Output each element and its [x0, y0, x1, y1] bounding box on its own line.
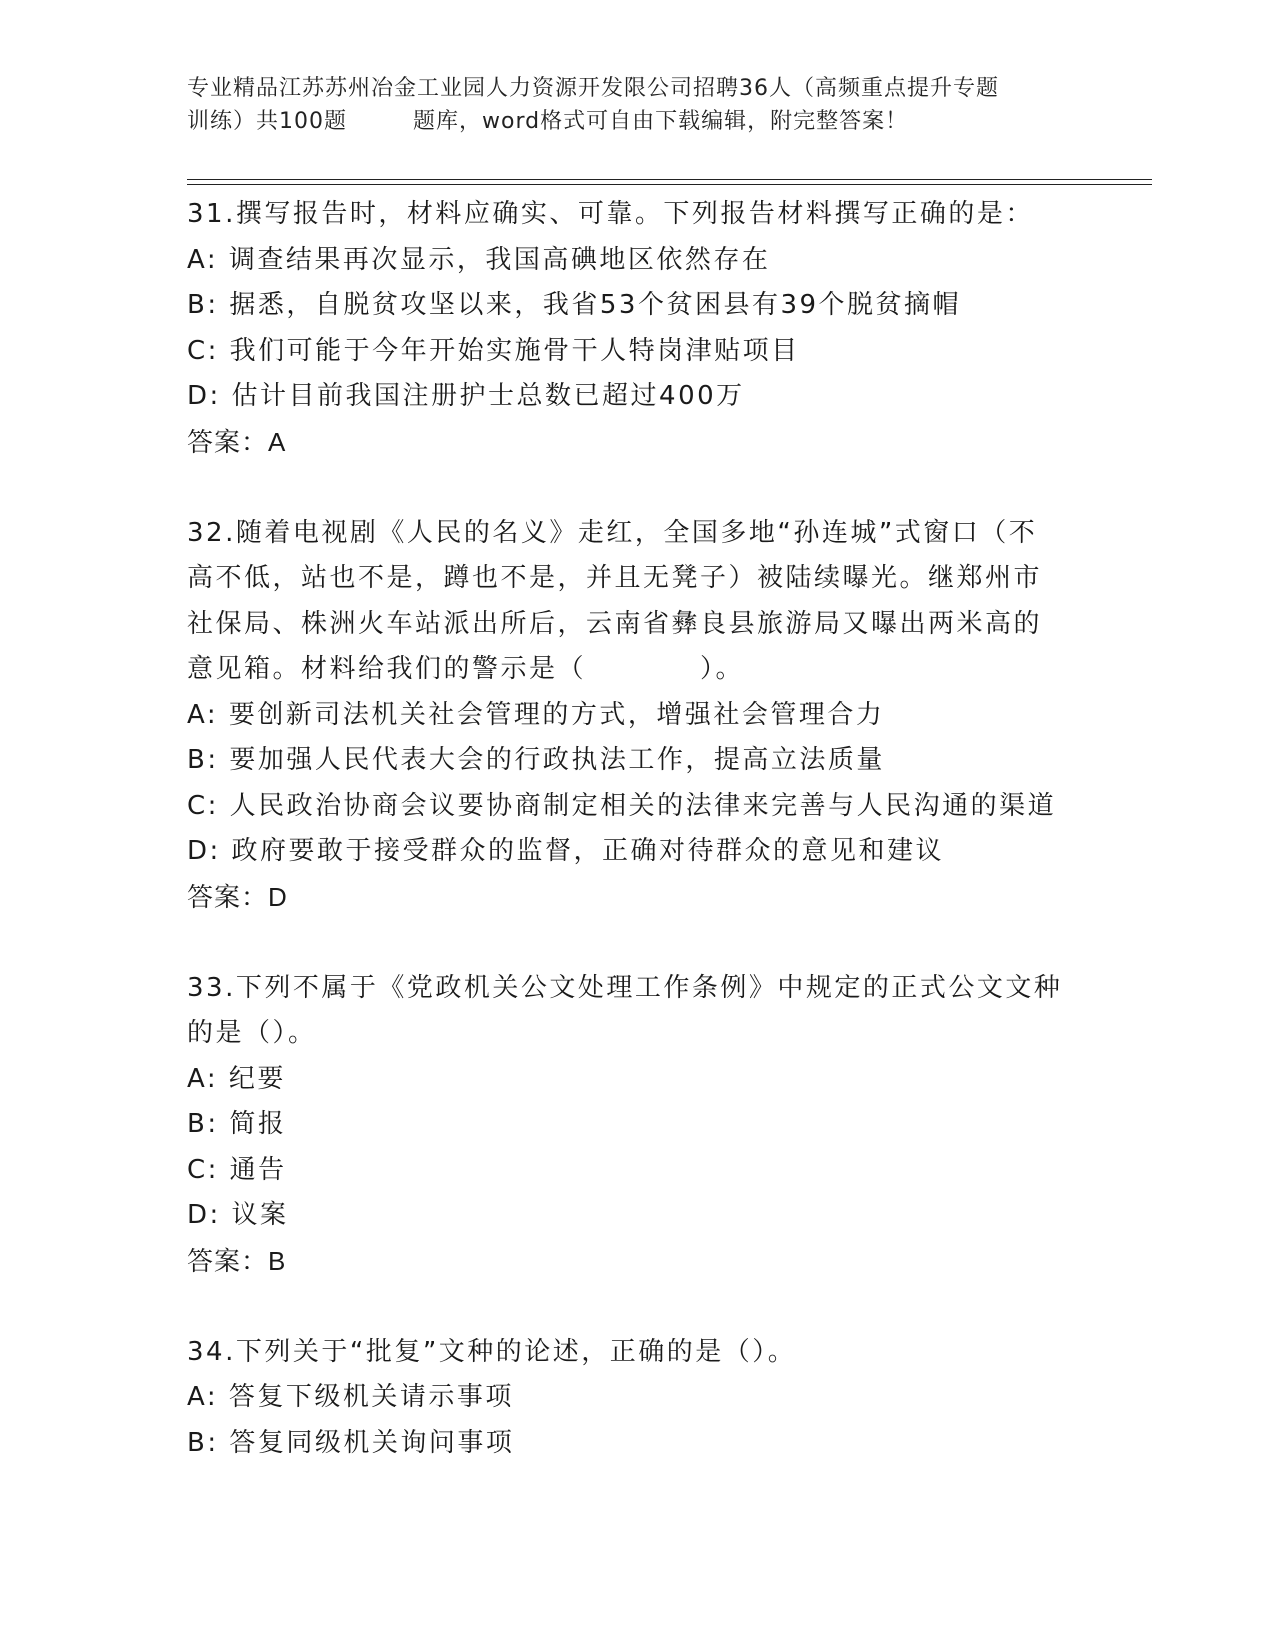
question-stem-line: 意见箱。材料给我们的警示是（ ）。	[187, 654, 745, 684]
question-32	[187, 511, 1087, 921]
header-title-line-2b: 题库，word格式可自由下载编辑，附完整答案！	[413, 109, 909, 134]
option-c: C: 人民政治协商会议要协商制定相关的法律来完善与人民沟通的渠道	[187, 790, 1057, 821]
header-title-line-2	[187, 105, 1067, 138]
option-d: D: 估计目前我国注册护士总数已超过400万	[187, 381, 745, 411]
question-list	[187, 192, 1087, 1466]
header-rule-top	[187, 179, 1152, 180]
option-a: A: 答复下级机关请示事项	[187, 1382, 514, 1412]
option-b: B: 答复同级机关询问事项	[187, 1427, 515, 1458]
question-31	[187, 192, 1087, 465]
option-a: A: 纪要	[187, 1063, 286, 1094]
option-a: A: 要创新司法机关社会管理的方式，增强社会管理合力	[187, 699, 885, 730]
question-stem-line: 社保局、株洲火车站派出所后，云南省彝良县旅游局又曝出两米高的	[187, 608, 1043, 639]
option-d: D: 议案	[187, 1200, 289, 1230]
answer: 答案：A	[187, 426, 287, 457]
answer: 答案：B	[187, 1245, 287, 1276]
option-a: A: 调查结果再次显示，我国高碘地区依然存在	[187, 244, 771, 275]
header-title-line-1: 专业精品江苏苏州冶金工业园人力资源开发限公司招聘36人（高频重点提升专题	[187, 76, 999, 101]
question-34	[187, 1330, 1087, 1467]
document-header	[187, 72, 1067, 138]
option-b: B: 要加强人民代表大会的行政执法工作，提高立法质量	[187, 745, 885, 775]
question-stem	[187, 1330, 1087, 1376]
header-rule-bottom	[187, 184, 1152, 185]
question-stem-line: 33.下列不属于《党政机关公文处理工作条例》中规定的正式公文文种	[187, 972, 1063, 1003]
question-stem-line: 34.下列关于“批复”文种的论述，正确的是（）。	[187, 1336, 797, 1367]
question-stem-line: 31.撰写报告时，材料应确实、可靠。下列报告材料撰写正确的是：	[187, 199, 1034, 229]
header-title-line-2a: 训练）共100题	[187, 109, 347, 134]
option-b: B: 据悉，自脱贫攻坚以来，我省53个贫困县有39个脱贫摘帽	[187, 290, 962, 320]
question-stem	[187, 511, 1087, 693]
answer: 答案：D	[187, 881, 288, 912]
option-c: C: 我们可能于今年开始实施骨干人特岗津贴项目	[187, 335, 800, 366]
question-stem	[187, 192, 1087, 238]
option-c: C: 通告	[187, 1154, 287, 1185]
question-stem-line: 高不低，站也不是，蹲也不是，并且无凳子）被陆续曝光。继郑州市	[187, 563, 1043, 593]
question-stem-line: 32.随着电视剧《人民的名义》走红，全国多地“孙连城”式窗口（不	[187, 517, 1038, 548]
question-stem	[187, 966, 1087, 1057]
option-b: B: 简报	[187, 1109, 287, 1139]
option-d: D: 政府要敢于接受群众的监督，正确对待群众的意见和建议	[187, 836, 945, 866]
question-stem-line: 的是（）。	[187, 1018, 317, 1048]
question-33	[187, 966, 1087, 1285]
